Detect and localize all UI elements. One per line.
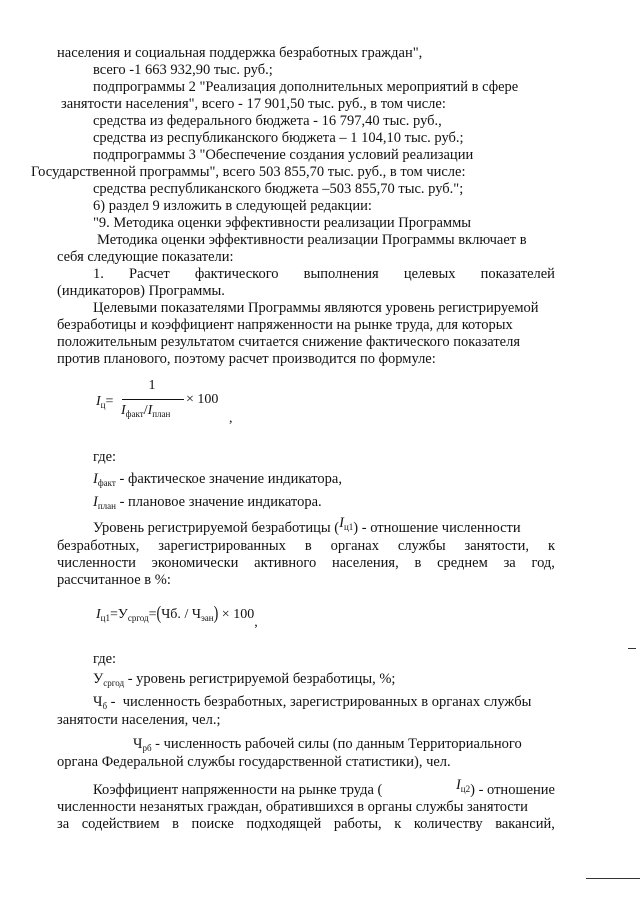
word: работы, [333,816,382,832]
text-line: численности незанятых граждан, обратившихся в органы службы занятости [57,799,528,815]
word: 1. [93,266,104,282]
formula-symbol: У [93,671,104,687]
text-line: занятости населения", всего - 17 901,50 тыс. руб., в том числе: [61,96,446,112]
text-line: Целевыми показателями Программы являются уровень регистрируемой [93,300,539,316]
text-line: (индикаторов) Программы. [57,283,225,299]
text-line: 6) раздел 9 изложить в следующей редакции: [93,198,372,214]
word: безработных, [57,538,140,554]
formula-subscript: факт [125,409,144,419]
formula-comma: , [229,411,233,426]
text-line: занятости населения, чел.; [57,712,221,728]
word: содействием [81,816,160,832]
text-line: против планового, поэтому расчет производится по формуле: [57,351,436,367]
word: численности [57,555,136,571]
word: населения, [331,555,399,571]
scan-mark [586,878,640,879]
formula-subscript: сргод [127,613,149,623]
formula-symbol: I [121,403,126,418]
text-line-justified [57,537,555,555]
word: зарегистрированных [158,538,286,554]
word: в [304,538,312,554]
formula-term: Чб. [161,607,181,622]
formula-symbol: Ч [93,694,103,710]
text-line: Государственной программы", всего 503 855,70 тыс. руб., в том числе: [31,164,466,180]
definition-text: - фактическое значение индикатора, [119,471,342,487]
formula-subscript: ц [100,400,106,410]
formula-subscript: факт [97,478,116,488]
definition-fact [93,470,342,492]
word: целевых [403,266,456,282]
word: выполнения [303,266,379,282]
text-line-justified [57,815,555,833]
formula-unemployment-level: $I_{ц1}=У_{сргод}=(Чб$. / $Ч_{эан}) \times 100$, [96,604,258,630]
formula-slash: / [143,403,148,418]
definition-text: - уровень регистрируемой безработицы, %; [127,671,396,687]
text-line: органа Федеральной службы государственной статистики), чел. [57,754,451,770]
formula-subscript: план [152,409,171,419]
where-label: где: [93,651,117,667]
formula-symbol: I [93,471,98,487]
word: количеству [413,816,483,832]
text: Уровень регистрируемой безработицы ( [93,520,340,536]
definition-text: - численность рабочей силы (по данным Территориального [155,736,522,752]
word: в [172,816,179,832]
definition-text: численность безработных, зарегистрированных в органах службы [122,694,532,710]
fraction-bar [122,399,184,400]
definition-u [93,670,395,692]
formula-comma: , [254,615,258,630]
formula-symbol: I [339,515,344,531]
definition-dash: - [110,694,116,710]
text-line: подпрограммы 3 "Обеспечение создания условий реализации [93,147,474,163]
text-line-justified [57,554,555,572]
word: службы [397,538,446,554]
formula-symbol: I [96,394,101,409]
word: поиске [191,816,234,832]
word: фактического [194,266,279,282]
where-label: где: [93,449,117,465]
formula-numerator: 1 [148,378,156,393]
definition-text: - плановое значение индикатора. [119,494,322,510]
formula-subscript: рб [142,743,152,753]
formula-subscript: ц1 [100,613,110,623]
formula-lhs: $I_ц=$ [96,394,114,410]
scan-mark [628,648,636,649]
formula-slash: / [184,607,189,622]
word: органах [330,538,379,554]
formula-multiplier: × 100 [221,607,255,622]
formula-subscript: ц1 [343,522,354,532]
word: год, [531,555,555,571]
formula-subscript: эан [200,613,214,623]
definition-plan [93,493,322,515]
text-line: всего -1 663 932,90 тыс. руб.; [93,62,273,78]
formula-eq: = [110,607,118,622]
formula-symbol: Ч [191,607,201,622]
word: к [394,816,402,832]
formula-eq: = [148,607,157,622]
formula-symbol: Ч [133,736,143,752]
text-line: средства республиканского бюджета –503 855,70 тыс. руб."; [93,181,464,197]
word: среднем [437,555,488,571]
formula-multiplier: × 100 [186,392,219,407]
word: Расчет [129,266,170,282]
formula-denominator [121,403,170,419]
text-line: рассчитанное в %: [57,572,171,588]
word: показателей [480,266,555,282]
text-line: средства из республиканского бюджета – 1 104,10 тыс. руб.; [93,130,464,146]
section-heading: "9. Методика оценки эффективности реализации Программы [93,215,471,231]
formula-symbol: I [93,494,98,510]
word: за [57,816,70,832]
text-line: положительным результатом считается снижение фактического показателя [57,334,521,350]
word: экономически [151,555,239,571]
formula-symbol: I [147,403,153,418]
text-line: Методика оценки эффективности реализации Программы включает в [97,232,527,248]
text-line: себя следующие показатели: [57,249,234,265]
formula-symbol: I [455,777,461,793]
formula-subscript: б [102,701,108,711]
formula-subscript: ц2 [460,784,471,794]
text: ) - отношение [470,782,555,798]
text: ) - отношение численности [353,520,521,536]
word: занятости, [464,538,530,554]
text-line: подпрограммы 2 "Реализация дополнительных мероприятий в сфере [93,79,519,95]
word: за [503,555,516,571]
word: вакансий, [495,816,555,832]
formula-symbol: У [117,607,128,622]
word: активного [254,555,317,571]
text-line: безработицы и коэффициент напряженности на рынке труда, для которых [57,317,513,333]
word: в [414,555,422,571]
word: к [547,538,555,554]
text-line-justified [93,265,555,283]
formula-subscript: сргод [103,678,125,688]
word: подходящей [246,816,322,832]
text: Коэффициент напряженности на рынке труда ( [93,782,383,798]
text-line: населения и социальная поддержка безработных граждан", [57,45,423,61]
formula-subscript: план [97,501,116,511]
formula-symbol: I [96,607,101,622]
text-line: средства из федерального бюджета - 16 797,40 тыс. руб., [93,113,442,129]
